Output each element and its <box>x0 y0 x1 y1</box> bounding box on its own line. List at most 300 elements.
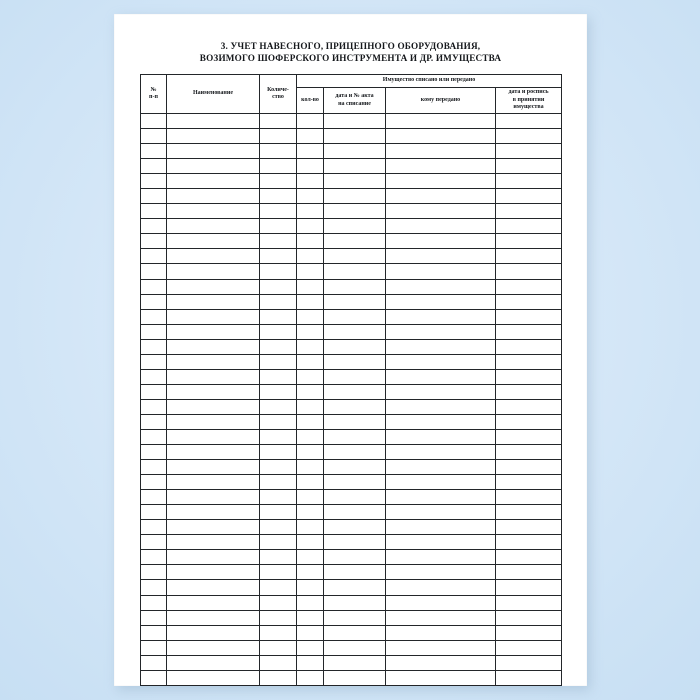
table-cell-num[interactable] <box>141 655 167 670</box>
table-cell-act[interactable] <box>324 445 386 460</box>
table-cell-written_qty[interactable] <box>297 535 324 550</box>
table-cell-name[interactable] <box>167 144 260 159</box>
table-cell-act[interactable] <box>324 204 386 219</box>
table-cell-act[interactable] <box>324 234 386 249</box>
table-cell-signature[interactable] <box>496 595 562 610</box>
table-cell-qty[interactable] <box>260 610 297 625</box>
table-cell-qty[interactable] <box>260 565 297 580</box>
table-cell-num[interactable] <box>141 595 167 610</box>
table-cell-num[interactable] <box>141 159 167 174</box>
table-cell-signature[interactable] <box>496 159 562 174</box>
table-cell-signature[interactable] <box>496 384 562 399</box>
table-cell-name[interactable] <box>167 640 260 655</box>
table-cell-signature[interactable] <box>496 655 562 670</box>
table-cell-signature[interactable] <box>496 309 562 324</box>
table-row <box>141 535 562 550</box>
table-cell-act[interactable] <box>324 399 386 414</box>
table-cell-transferred_to[interactable] <box>386 565 496 580</box>
table-cell-transferred_to[interactable] <box>386 580 496 595</box>
table-cell-signature[interactable] <box>496 279 562 294</box>
table-cell-name[interactable] <box>167 369 260 384</box>
table-header <box>141 75 562 114</box>
table-cell-name[interactable] <box>167 580 260 595</box>
table-cell-qty[interactable] <box>260 384 297 399</box>
table-cell-written_qty[interactable] <box>297 505 324 520</box>
table-cell-qty[interactable] <box>260 550 297 565</box>
table-cell-num[interactable] <box>141 640 167 655</box>
table-cell-transferred_to[interactable] <box>386 505 496 520</box>
table-cell-signature[interactable] <box>496 339 562 354</box>
table-cell-qty[interactable] <box>260 445 297 460</box>
table-row <box>141 475 562 490</box>
table-cell-act[interactable] <box>324 460 386 475</box>
table-cell-signature[interactable] <box>496 189 562 204</box>
table-cell-num[interactable] <box>141 490 167 505</box>
table-cell-signature[interactable] <box>496 399 562 414</box>
table-cell-transferred_to[interactable] <box>386 670 496 685</box>
table-row <box>141 189 562 204</box>
table-cell-qty[interactable] <box>260 670 297 685</box>
table-cell-act[interactable] <box>324 339 386 354</box>
table-cell-transferred_to[interactable] <box>386 610 496 625</box>
table-cell-signature[interactable] <box>496 249 562 264</box>
table-cell-num[interactable] <box>141 550 167 565</box>
table-cell-written_qty[interactable] <box>297 189 324 204</box>
table-cell-num[interactable] <box>141 339 167 354</box>
table-cell-name[interactable] <box>167 159 260 174</box>
table-cell-signature[interactable] <box>496 234 562 249</box>
table-cell-num[interactable] <box>141 279 167 294</box>
table-cell-transferred_to[interactable] <box>386 204 496 219</box>
table-cell-name[interactable] <box>167 595 260 610</box>
table-row <box>141 294 562 309</box>
table-cell-act[interactable] <box>324 565 386 580</box>
page-title-line-1: 3. УЧЕТ НАВЕСНОГО, ПРИЦЕПНОГО ОБОРУДОВАНИЯ, <box>220 41 481 51</box>
table-cell-signature[interactable] <box>496 475 562 490</box>
table-cell-written_qty[interactable] <box>297 445 324 460</box>
table-cell-num[interactable] <box>141 505 167 520</box>
table-cell-name[interactable] <box>167 279 260 294</box>
table-cell-qty[interactable] <box>260 174 297 189</box>
table-cell-name[interactable] <box>167 114 260 129</box>
table-cell-written_qty[interactable] <box>297 414 324 429</box>
table-cell-transferred_to[interactable] <box>386 445 496 460</box>
table-cell-transferred_to[interactable] <box>386 625 496 640</box>
table-cell-written_qty[interactable] <box>297 279 324 294</box>
table-cell-name[interactable] <box>167 505 260 520</box>
table-cell-act[interactable] <box>324 550 386 565</box>
table-cell-name[interactable] <box>167 670 260 685</box>
page-title <box>140 40 561 64</box>
table-cell-num[interactable] <box>141 174 167 189</box>
table-cell-num[interactable] <box>141 580 167 595</box>
table-cell-written_qty[interactable] <box>297 159 324 174</box>
table-cell-qty[interactable] <box>260 640 297 655</box>
table-cell-transferred_to[interactable] <box>386 249 496 264</box>
table-cell-transferred_to[interactable] <box>386 159 496 174</box>
table-cell-transferred_to[interactable] <box>386 309 496 324</box>
table-cell-name[interactable] <box>167 309 260 324</box>
table-row <box>141 234 562 249</box>
table-row <box>141 309 562 324</box>
table-cell-act[interactable] <box>324 490 386 505</box>
table-cell-act[interactable] <box>324 384 386 399</box>
table-cell-act[interactable] <box>324 279 386 294</box>
table-cell-num[interactable] <box>141 414 167 429</box>
table-cell-written_qty[interactable] <box>297 595 324 610</box>
table-cell-transferred_to[interactable] <box>386 429 496 444</box>
table-cell-transferred_to[interactable] <box>386 414 496 429</box>
table-cell-signature[interactable] <box>496 490 562 505</box>
table-cell-num[interactable] <box>141 610 167 625</box>
table-cell-signature[interactable] <box>496 324 562 339</box>
table-cell-act[interactable] <box>324 264 386 279</box>
table-cell-qty[interactable] <box>260 219 297 234</box>
table-cell-qty[interactable] <box>260 535 297 550</box>
table-cell-written_qty[interactable] <box>297 234 324 249</box>
table-cell-name[interactable] <box>167 339 260 354</box>
table-cell-transferred_to[interactable] <box>386 219 496 234</box>
table-cell-act[interactable] <box>324 610 386 625</box>
table-cell-name[interactable] <box>167 384 260 399</box>
table-cell-name[interactable] <box>167 189 260 204</box>
table-cell-transferred_to[interactable] <box>386 384 496 399</box>
table-cell-name[interactable] <box>167 219 260 234</box>
table-row <box>141 580 562 595</box>
table-cell-num[interactable] <box>141 475 167 490</box>
table-cell-written_qty[interactable] <box>297 550 324 565</box>
table-row <box>141 655 562 670</box>
table-cell-act[interactable] <box>324 294 386 309</box>
table-cell-name[interactable] <box>167 414 260 429</box>
table-cell-written_qty[interactable] <box>297 309 324 324</box>
table-cell-written_qty[interactable] <box>297 580 324 595</box>
table-cell-written_qty[interactable] <box>297 565 324 580</box>
table-cell-num[interactable] <box>141 189 167 204</box>
table-cell-act[interactable] <box>324 174 386 189</box>
table-row <box>141 610 562 625</box>
table-row <box>141 505 562 520</box>
table-cell-written_qty[interactable] <box>297 354 324 369</box>
table-cell-signature[interactable] <box>496 640 562 655</box>
table-cell-num[interactable] <box>141 399 167 414</box>
table-cell-signature[interactable] <box>496 565 562 580</box>
table-cell-transferred_to[interactable] <box>386 369 496 384</box>
table-cell-written_qty[interactable] <box>297 610 324 625</box>
table-cell-written_qty[interactable] <box>297 520 324 535</box>
table-cell-qty[interactable] <box>260 114 297 129</box>
table-cell-transferred_to[interactable] <box>386 475 496 490</box>
table-cell-qty[interactable] <box>260 339 297 354</box>
table-row <box>141 219 562 234</box>
table-row <box>141 324 562 339</box>
table-cell-signature[interactable] <box>496 625 562 640</box>
table-cell-num[interactable] <box>141 114 167 129</box>
table-cell-name[interactable] <box>167 490 260 505</box>
table-cell-transferred_to[interactable] <box>386 294 496 309</box>
table-cell-signature[interactable] <box>496 520 562 535</box>
table-cell-act[interactable] <box>324 189 386 204</box>
table-cell-signature[interactable] <box>496 294 562 309</box>
table-cell-qty[interactable] <box>260 490 297 505</box>
table-cell-transferred_to[interactable] <box>386 655 496 670</box>
table-row <box>141 414 562 429</box>
table-cell-qty[interactable] <box>260 294 297 309</box>
table-cell-num[interactable] <box>141 219 167 234</box>
table-row <box>141 625 562 640</box>
table-cell-qty[interactable] <box>260 279 297 294</box>
table-cell-signature[interactable] <box>496 144 562 159</box>
table-cell-num[interactable] <box>141 670 167 685</box>
table-cell-num[interactable] <box>141 460 167 475</box>
table-cell-transferred_to[interactable] <box>386 324 496 339</box>
table-cell-signature[interactable] <box>496 505 562 520</box>
table-row <box>141 670 562 685</box>
document-content <box>140 40 561 660</box>
table-cell-transferred_to[interactable] <box>386 550 496 565</box>
table-cell-num[interactable] <box>141 535 167 550</box>
table-cell-act[interactable] <box>324 159 386 174</box>
table-cell-act[interactable] <box>324 535 386 550</box>
table-cell-act[interactable] <box>324 625 386 640</box>
table-cell-name[interactable] <box>167 429 260 444</box>
table-cell-num[interactable] <box>141 354 167 369</box>
table-cell-transferred_to[interactable] <box>386 114 496 129</box>
table-cell-qty[interactable] <box>260 625 297 640</box>
table-cell-num[interactable] <box>141 445 167 460</box>
table-cell-num[interactable] <box>141 144 167 159</box>
table-cell-signature[interactable] <box>496 219 562 234</box>
table-cell-name[interactable] <box>167 234 260 249</box>
table-cell-written_qty[interactable] <box>297 294 324 309</box>
table-cell-written_qty[interactable] <box>297 144 324 159</box>
table-cell-num[interactable] <box>141 324 167 339</box>
table-cell-transferred_to[interactable] <box>386 339 496 354</box>
table-cell-name[interactable] <box>167 565 260 580</box>
table-cell-written_qty[interactable] <box>297 219 324 234</box>
table-header-group-row <box>141 75 562 88</box>
table-row <box>141 144 562 159</box>
table-cell-written_qty[interactable] <box>297 460 324 475</box>
table-cell-act[interactable] <box>324 505 386 520</box>
table-row <box>141 384 562 399</box>
table-cell-transferred_to[interactable] <box>386 174 496 189</box>
table-cell-qty[interactable] <box>260 580 297 595</box>
table-cell-act[interactable] <box>324 640 386 655</box>
table-cell-num[interactable] <box>141 625 167 640</box>
table-cell-act[interactable] <box>324 369 386 384</box>
table-cell-qty[interactable] <box>260 309 297 324</box>
table-cell-act[interactable] <box>324 114 386 129</box>
table-row <box>141 204 562 219</box>
table-cell-qty[interactable] <box>260 354 297 369</box>
table-cell-signature[interactable] <box>496 550 562 565</box>
table-cell-qty[interactable] <box>260 595 297 610</box>
table-cell-signature[interactable] <box>496 174 562 189</box>
table-cell-signature[interactable] <box>496 129 562 144</box>
table-cell-name[interactable] <box>167 535 260 550</box>
table-cell-qty[interactable] <box>260 460 297 475</box>
table-cell-signature[interactable] <box>496 429 562 444</box>
table-cell-signature[interactable] <box>496 535 562 550</box>
table-cell-written_qty[interactable] <box>297 249 324 264</box>
table-cell-qty[interactable] <box>260 159 297 174</box>
table-cell-name[interactable] <box>167 324 260 339</box>
table-cell-act[interactable] <box>324 520 386 535</box>
table-cell-num[interactable] <box>141 520 167 535</box>
table-cell-num[interactable] <box>141 264 167 279</box>
table-cell-signature[interactable] <box>496 445 562 460</box>
table-cell-qty[interactable] <box>260 324 297 339</box>
table-cell-transferred_to[interactable] <box>386 520 496 535</box>
table-cell-qty[interactable] <box>260 369 297 384</box>
table-cell-num[interactable] <box>141 294 167 309</box>
table-cell-transferred_to[interactable] <box>386 234 496 249</box>
table-cell-signature[interactable] <box>496 204 562 219</box>
table-cell-written_qty[interactable] <box>297 399 324 414</box>
table-cell-name[interactable] <box>167 475 260 490</box>
table-cell-num[interactable] <box>141 249 167 264</box>
table-cell-name[interactable] <box>167 204 260 219</box>
table-cell-signature[interactable] <box>496 610 562 625</box>
table-cell-transferred_to[interactable] <box>386 264 496 279</box>
table-cell-act[interactable] <box>324 324 386 339</box>
table-cell-qty[interactable] <box>260 234 297 249</box>
table-cell-name[interactable] <box>167 264 260 279</box>
table-cell-act[interactable] <box>324 249 386 264</box>
table-cell-num[interactable] <box>141 204 167 219</box>
table-cell-qty[interactable] <box>260 189 297 204</box>
col-header-signature: дата и роспись в принятии имущества <box>496 88 562 114</box>
table-cell-written_qty[interactable] <box>297 324 324 339</box>
table-cell-name[interactable] <box>167 399 260 414</box>
table-cell-transferred_to[interactable] <box>386 595 496 610</box>
table-cell-act[interactable] <box>324 129 386 144</box>
table-cell-qty[interactable] <box>260 475 297 490</box>
table-cell-written_qty[interactable] <box>297 129 324 144</box>
table-row <box>141 640 562 655</box>
table-cell-act[interactable] <box>324 309 386 324</box>
table-cell-signature[interactable] <box>496 670 562 685</box>
table-cell-name[interactable] <box>167 655 260 670</box>
table-cell-signature[interactable] <box>496 580 562 595</box>
table-cell-qty[interactable] <box>260 249 297 264</box>
table-cell-transferred_to[interactable] <box>386 490 496 505</box>
equipment-log-table <box>140 74 562 686</box>
table-cell-qty[interactable] <box>260 505 297 520</box>
table-cell-written_qty[interactable] <box>297 369 324 384</box>
table-cell-signature[interactable] <box>496 414 562 429</box>
table-row <box>141 490 562 505</box>
table-row <box>141 445 562 460</box>
table-cell-qty[interactable] <box>260 414 297 429</box>
table-cell-written_qty[interactable] <box>297 264 324 279</box>
table-row <box>141 354 562 369</box>
table-cell-act[interactable] <box>324 354 386 369</box>
table-cell-qty[interactable] <box>260 129 297 144</box>
table-cell-name[interactable] <box>167 445 260 460</box>
table-row <box>141 460 562 475</box>
table-row <box>141 429 562 444</box>
table-cell-name[interactable] <box>167 174 260 189</box>
table-cell-act[interactable] <box>324 595 386 610</box>
table-cell-num[interactable] <box>141 429 167 444</box>
table-cell-name[interactable] <box>167 129 260 144</box>
table-cell-act[interactable] <box>324 655 386 670</box>
table-cell-act[interactable] <box>324 429 386 444</box>
table-cell-act[interactable] <box>324 670 386 685</box>
table-cell-transferred_to[interactable] <box>386 535 496 550</box>
table-cell-qty[interactable] <box>260 520 297 535</box>
table-cell-transferred_to[interactable] <box>386 354 496 369</box>
table-cell-written_qty[interactable] <box>297 114 324 129</box>
table-cell-written_qty[interactable] <box>297 655 324 670</box>
table-cell-num[interactable] <box>141 369 167 384</box>
table-row <box>141 595 562 610</box>
table-cell-signature[interactable] <box>496 369 562 384</box>
table-cell-num[interactable] <box>141 565 167 580</box>
table-cell-qty[interactable] <box>260 429 297 444</box>
table-cell-transferred_to[interactable] <box>386 640 496 655</box>
table-cell-name[interactable] <box>167 610 260 625</box>
table-cell-num[interactable] <box>141 129 167 144</box>
table-cell-act[interactable] <box>324 144 386 159</box>
table-cell-qty[interactable] <box>260 399 297 414</box>
table-cell-num[interactable] <box>141 384 167 399</box>
table-cell-name[interactable] <box>167 460 260 475</box>
table-cell-qty[interactable] <box>260 655 297 670</box>
table-cell-name[interactable] <box>167 625 260 640</box>
table-cell-transferred_to[interactable] <box>386 279 496 294</box>
table-cell-name[interactable] <box>167 354 260 369</box>
table-cell-written_qty[interactable] <box>297 640 324 655</box>
table-cell-written_qty[interactable] <box>297 490 324 505</box>
table-cell-qty[interactable] <box>260 204 297 219</box>
table-cell-signature[interactable] <box>496 114 562 129</box>
table-row <box>141 159 562 174</box>
table-cell-qty[interactable] <box>260 144 297 159</box>
table-cell-transferred_to[interactable] <box>386 129 496 144</box>
table-cell-transferred_to[interactable] <box>386 189 496 204</box>
table-cell-written_qty[interactable] <box>297 204 324 219</box>
table-cell-act[interactable] <box>324 475 386 490</box>
table-cell-written_qty[interactable] <box>297 670 324 685</box>
table-cell-transferred_to[interactable] <box>386 144 496 159</box>
table-cell-written_qty[interactable] <box>297 339 324 354</box>
table-cell-transferred_to[interactable] <box>386 460 496 475</box>
table-cell-name[interactable] <box>167 249 260 264</box>
table-cell-act[interactable] <box>324 219 386 234</box>
table-cell-written_qty[interactable] <box>297 384 324 399</box>
table-cell-name[interactable] <box>167 550 260 565</box>
table-cell-transferred_to[interactable] <box>386 399 496 414</box>
table-cell-signature[interactable] <box>496 264 562 279</box>
col-header-num: № п-п <box>141 75 167 114</box>
table-cell-name[interactable] <box>167 520 260 535</box>
table-cell-signature[interactable] <box>496 354 562 369</box>
table-cell-written_qty[interactable] <box>297 174 324 189</box>
table-cell-written_qty[interactable] <box>297 429 324 444</box>
table-cell-written_qty[interactable] <box>297 625 324 640</box>
table-cell-act[interactable] <box>324 414 386 429</box>
table-cell-name[interactable] <box>167 294 260 309</box>
table-cell-num[interactable] <box>141 234 167 249</box>
table-cell-num[interactable] <box>141 309 167 324</box>
table-cell-qty[interactable] <box>260 264 297 279</box>
table-cell-act[interactable] <box>324 580 386 595</box>
table-cell-signature[interactable] <box>496 460 562 475</box>
table-cell-written_qty[interactable] <box>297 475 324 490</box>
